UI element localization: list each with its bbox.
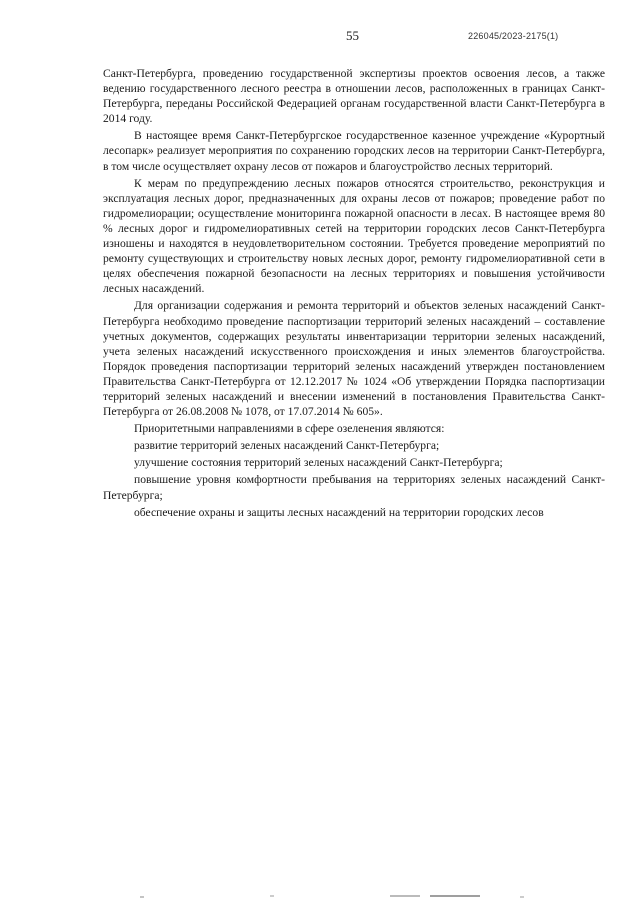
paragraph-fire-prevention: К мерам по предупреждению лесных пожаров относятся строительство, реконструкция и эксплуатация лесных дорог, предназначенных для охраны лесов от пожаров; проведение работ по гидромелиорации; осуществление мониторинга пожарной опасности в лесах. В настоящее время 80 % лесных дорог и гидромелиоративных сетей на территории городских лесов Санкт-Петербурга изношены и находятся в неудовлетворительном состоянии. Требуется проведение мероприятий по ремонту существующих и строительству новых лесных дорог, ремонту гидромелиоративной сети в целях обеспечения пожарной безопасности на лесных территориях и повышения устойчивости лесных насаждений. (103, 176, 605, 296)
page-number: 55 (346, 28, 359, 43)
body-text (103, 66, 605, 520)
priority-item: улучшение состояния территорий зеленых насаждений Санкт-Петербурга; (134, 456, 503, 470)
paragraph-kurortny-lesopark: В настоящее время Санкт-Петербургское государственное казенное учреждение «Курортный лесопарк» реализует мероприятия по сохранению городских лесов на территории Санкт-Петербурга, в том числе осуществляет охрану лесов от пожаров и благоустройство лесных территорий. (103, 129, 605, 173)
paragraph-continuation: Санкт-Петербурга, проведению государственной экспертизы проектов освоения лесов, а также ведению государственного лесного реестра в отношении лесов, расположенных в границах Санкт-Петербурга, переданы Российской Федерацией органам государственной власти Санкт-Петербурга в 2014 году. (103, 67, 605, 126)
document-id: 226045/2023-2175(1) (468, 31, 559, 41)
scan-artifact (120, 890, 560, 900)
paragraph-passportization: Для организации содержания и ремонта территорий и объектов зеленых насаждений Санкт-Петербурга необходимо проведение паспортизации территорий зеленых насаждений – составление учетных документов, содержащих результаты инвентаризации территории зеленых насаждений, учета зеленых насаждений искусственного происхождения и иных элементов благоустройства. Порядок проведения паспортизации территорий зеленых насаждений утвержден постановлением Правительства Санкт-Петербурга от 12.12.2017 № 1024 «Об утверждении Порядка паспортизации территорий зеленых насаждений и внесении изменений в постановления Правительства Санкт-Петербурга от 26.08.2008 № 1078, от 17.07.2014 № 605». (103, 299, 605, 419)
priority-item: развитие территорий зеленых насаждений Санкт-Петербурга; (134, 439, 440, 453)
priority-item: обеспечение охраны и защиты лесных насаждений на территории городских лесов (134, 505, 544, 519)
paragraph-priorities-intro: Приоритетными направлениями в сфере озеленения являются: (134, 422, 445, 436)
priority-item: повышение уровня комфортности пребывания на территориях зеленых насаждений Санкт-Петербурга; (103, 473, 605, 502)
